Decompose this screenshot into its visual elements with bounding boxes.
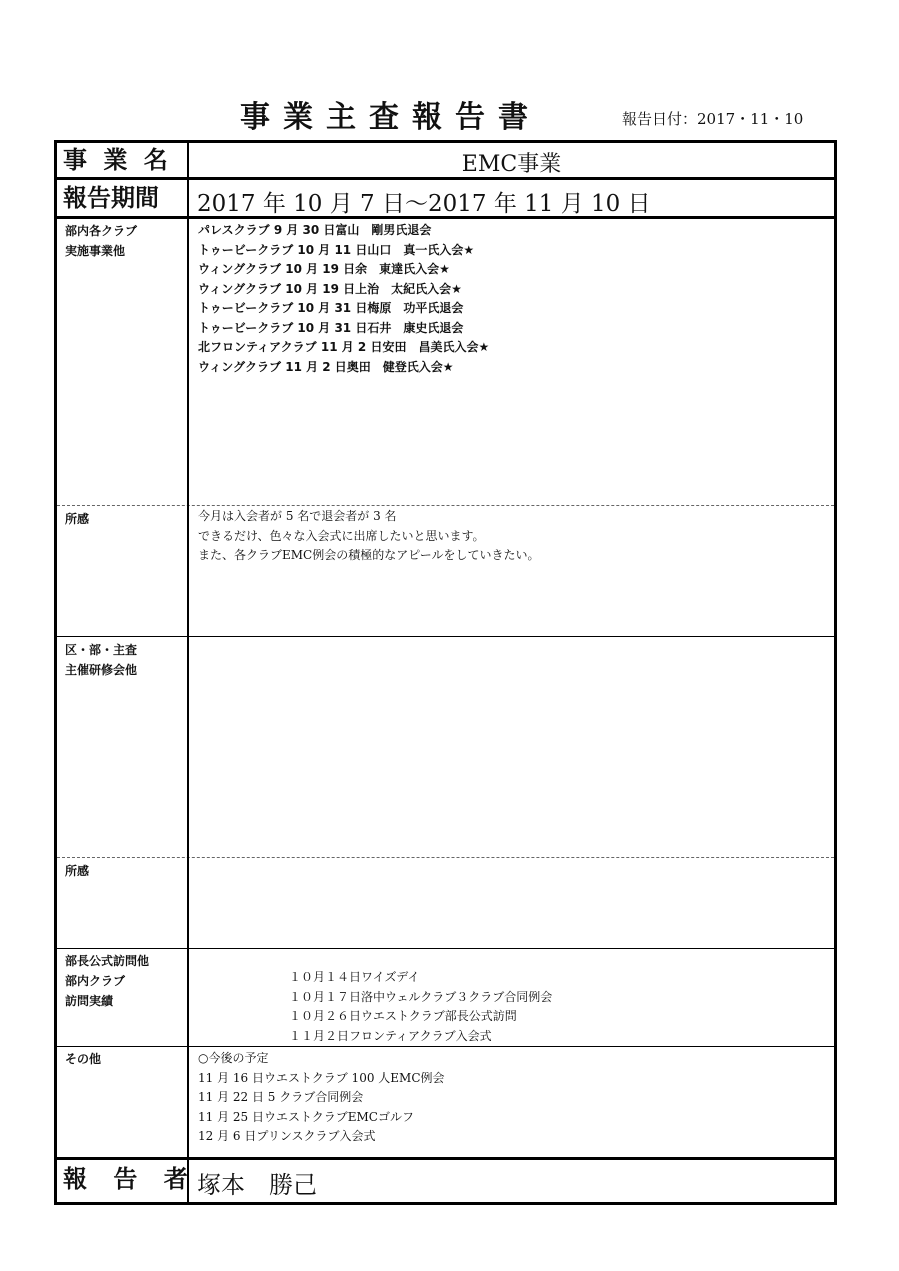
project-value: EMC事業 [461,152,562,177]
list-item: パレスクラブ 9 月 30 日富山 剛男氏退会 [198,223,432,237]
list-item: トゥービークラブ 10 月 11 日山口 真一氏入会★ [198,242,475,257]
visits-label: 部長公式訪問他 部内クラブ 訪問実績 [65,954,150,1008]
other-list [198,1049,445,1147]
impression1-text [198,507,540,566]
list-item: 11 月 16 日ウエストクラブ 100 人EMC例会 [198,1070,445,1085]
list-item: ウィングクラブ 11 月 2 日奥田 健登氏入会★ [198,359,454,374]
list-item: 北フロンティアクラブ 11 月 2 日安田 昌美氏入会★ [198,340,490,354]
list-item: トゥービークラブ 10 月 31 日梅原 功平氏退会 [198,301,464,315]
row-divider [57,948,834,949]
reporter-label: 報 告 者 [63,1164,197,1193]
project-label: 事 業 名 [63,145,172,174]
column-divider [187,143,189,1202]
document-title: 事業主査報告書 [240,100,541,135]
report-table [54,140,837,1205]
period-label: 報告期間 [63,183,159,212]
list-item: １０月２６日ウエストクラブ部長公式訪問 [289,1009,517,1023]
other-label: その他 [65,1052,102,1066]
text-line: また、各クラブEMC例会の積極的なアピールをしていきたい。 [198,548,540,562]
list-item: ○今後の予定 [198,1051,269,1065]
list-item: １０月１４日ワイズデイ [289,970,420,984]
list-item: トゥービークラブ 10 月 31 日石井 康史氏退会 [198,320,464,335]
list-item: ウィングクラブ 10 月 19 日上治 太紀氏入会★ [198,281,462,296]
text-line: できるだけ、色々な入会式に出席したいと思います。 [198,528,485,543]
row-divider [57,636,834,637]
impression1-label: 所感 [65,512,90,526]
impression2-label: 所感 [65,864,90,878]
visits-list [289,968,552,1046]
row-divider [57,1157,834,1160]
row-divider [57,1046,834,1047]
row-divider [57,505,834,506]
list-item: 11 月 22 日 5 クラブ合同例会 [198,1090,364,1104]
report-date: 報告日付：2017・11・10 [622,110,804,128]
text-line: 今月は入会者が 5 名で退会者が 3 名 [198,509,397,523]
list-item: １１月２日フロンティアクラブ入会式 [289,1028,492,1043]
row-divider [57,857,834,858]
club-events-label: 部内各クラブ 実施事業他 [65,224,138,258]
list-item: ウィングクラブ 10 月 19 日余 東達氏入会★ [198,262,450,276]
list-item: 11 月 25 日ウエストクラブEMCゴルフ [198,1109,414,1124]
list-item: １０月１７日洛中ウェルクラブ３クラブ合同例会 [289,989,553,1004]
seminars-label: 区・部・主査 主催研修会他 [65,643,138,677]
period-value: 2017 年 10 月 7 日～2017 年 11 月 10 日 [197,191,651,217]
list-item: 12 月 6 日プリンスクラブ入会式 [198,1129,376,1143]
reporter-name: 塚本 勝己 [197,1171,317,1199]
club-events-list [198,221,489,377]
